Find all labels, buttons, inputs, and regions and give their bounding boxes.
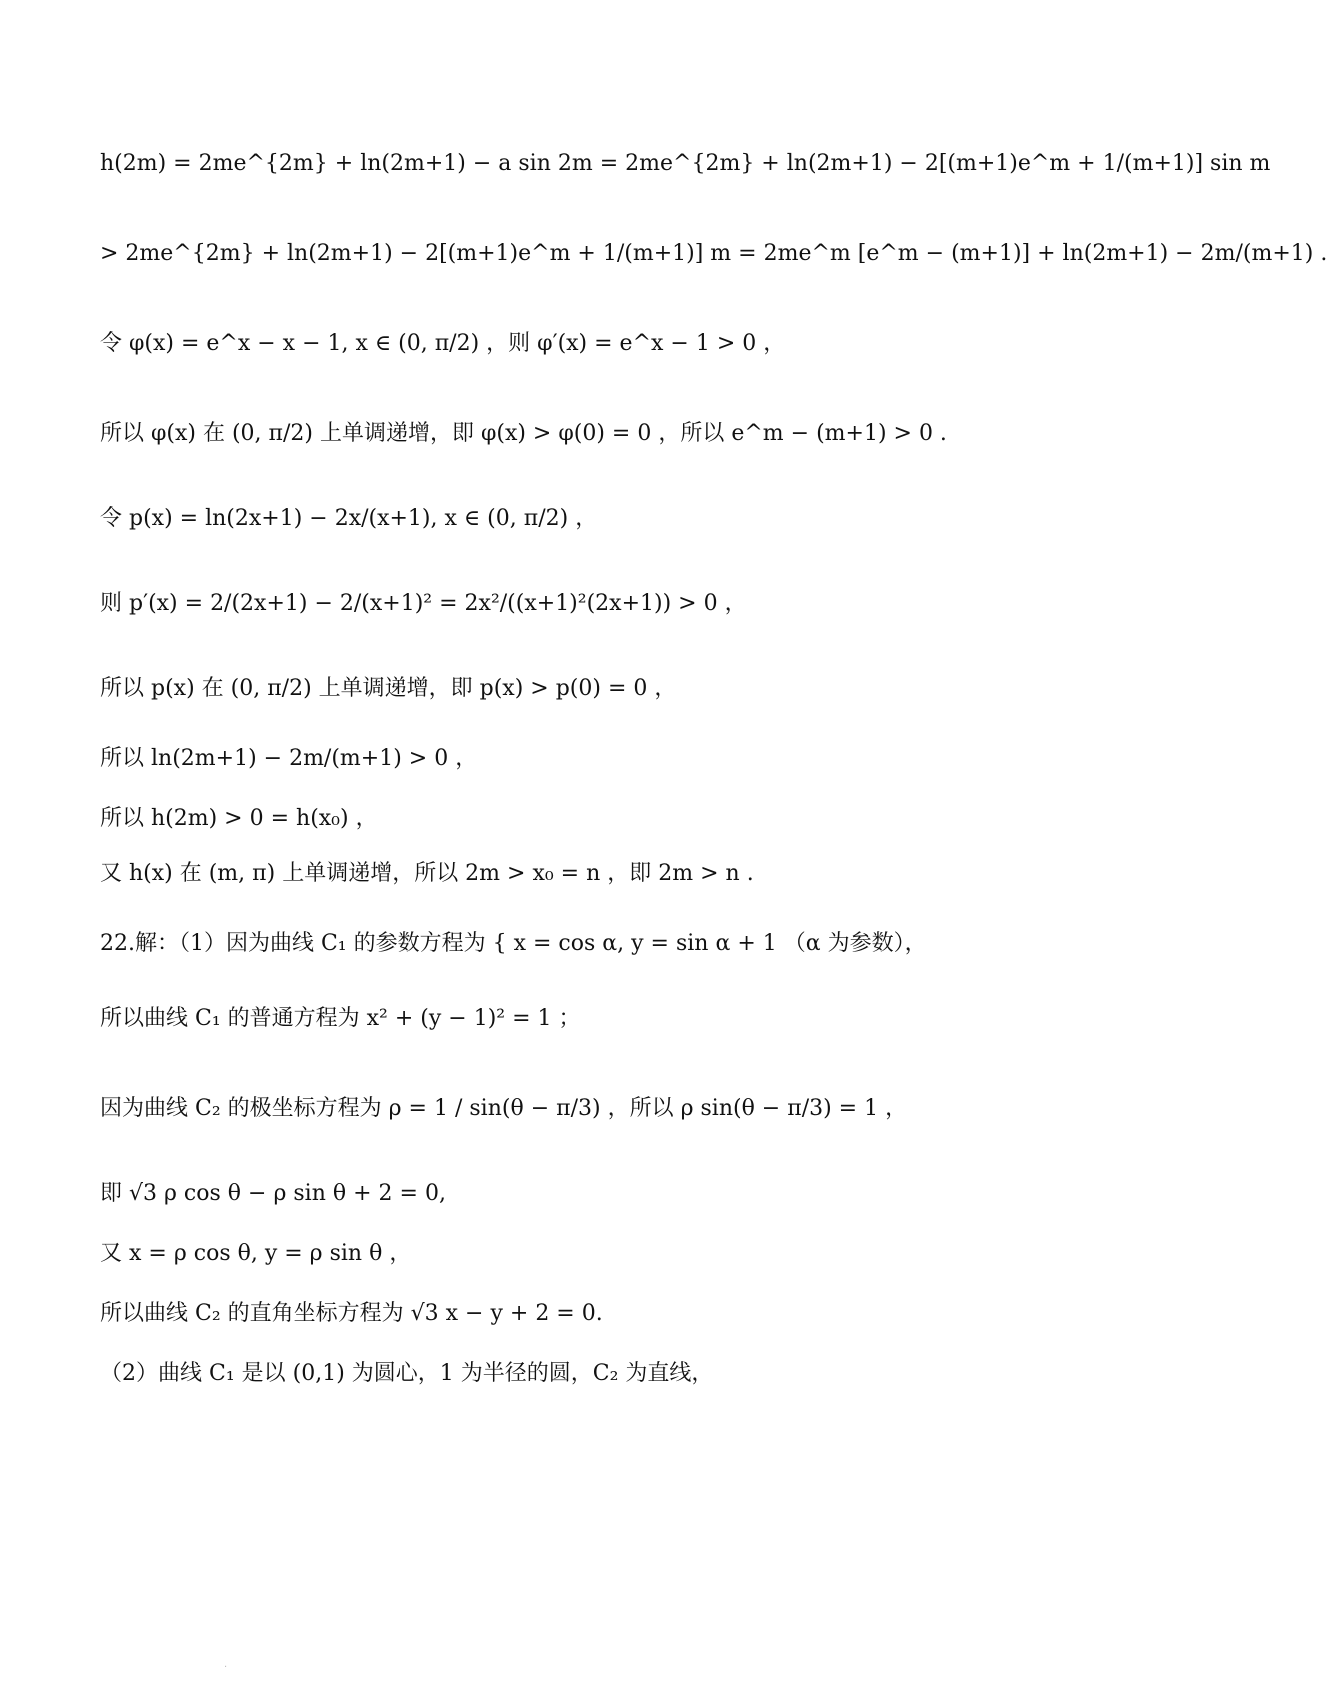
text-line: 22.解：（1）因为曲线 C₁ 的参数方程为 { x = cos α, y = sin α + 1 （α 为参数）， [100, 931, 927, 956]
text-line: 所以曲线 C₁ 的普通方程为 x² + (y − 1)² = 1 ； [100, 1006, 581, 1031]
text-line: 所以 p(x) 在 (0, π/2) 上单调递增，即 p(x) > p(0) = 0 ， [100, 676, 677, 701]
text-line: 所以 ln(2m+1) − 2m/(m+1) > 0 ， [100, 746, 478, 771]
page-dot: · [224, 1662, 228, 1673]
text-line: > 2me^{2m} + ln(2m+1) − 2[(m+1)e^m + 1/(m+1)] m = 2me^m [e^m − (m+1)] + ln(2m+1) − 2m/(m+1) . [100, 241, 1327, 266]
text-line: 所以曲线 C₂ 的直角坐标方程为 √3 x − y + 2 = 0. [100, 1301, 603, 1326]
text-line: 即 √3 ρ cos θ − ρ sin θ + 2 = 0, [100, 1181, 446, 1206]
text-line: 又 h(x) 在 (m, π) 上单调递增，所以 2m > x₀ = n ，即 2m > n . [100, 861, 754, 886]
text-line: （2）曲线 C₁ 是以 (0,1) 为圆心，1 为半径的圆，C₂ 为直线， [100, 1361, 714, 1386]
text-line: 所以 h(2m) > 0 = h(x₀) ， [100, 806, 378, 831]
text-line: 因为曲线 C₂ 的极坐标方程为 ρ = 1 / sin(θ − π/3) ，所以 ρ sin(θ − π/3) = 1 ， [100, 1096, 908, 1121]
text-line: 所以 φ(x) 在 (0, π/2) 上单调递增，即 φ(x) > φ(0) = 0 ，所以 e^m − (m+1) > 0 . [100, 421, 947, 446]
text-line: 令 p(x) = ln(2x+1) − 2x/(x+1), x ∈ (0, π/2) ， [100, 506, 598, 531]
text-line: h(2m) = 2me^{2m} + ln(2m+1) − a sin 2m = 2me^{2m} + ln(2m+1) − 2[(m+1)e^m + 1/(m+1)] sin m [100, 151, 1271, 176]
text-line: 又 x = ρ cos θ, y = ρ sin θ ， [100, 1241, 412, 1266]
text-line: 则 p′(x) = 2/(2x+1) − 2/(x+1)² = 2x²/((x+1)²(2x+1)) > 0 ， [100, 591, 747, 616]
text-line: 令 φ(x) = e^x − x − 1, x ∈ (0, π/2) ，则 φ′(x) = e^x − 1 > 0 ， [100, 331, 786, 356]
